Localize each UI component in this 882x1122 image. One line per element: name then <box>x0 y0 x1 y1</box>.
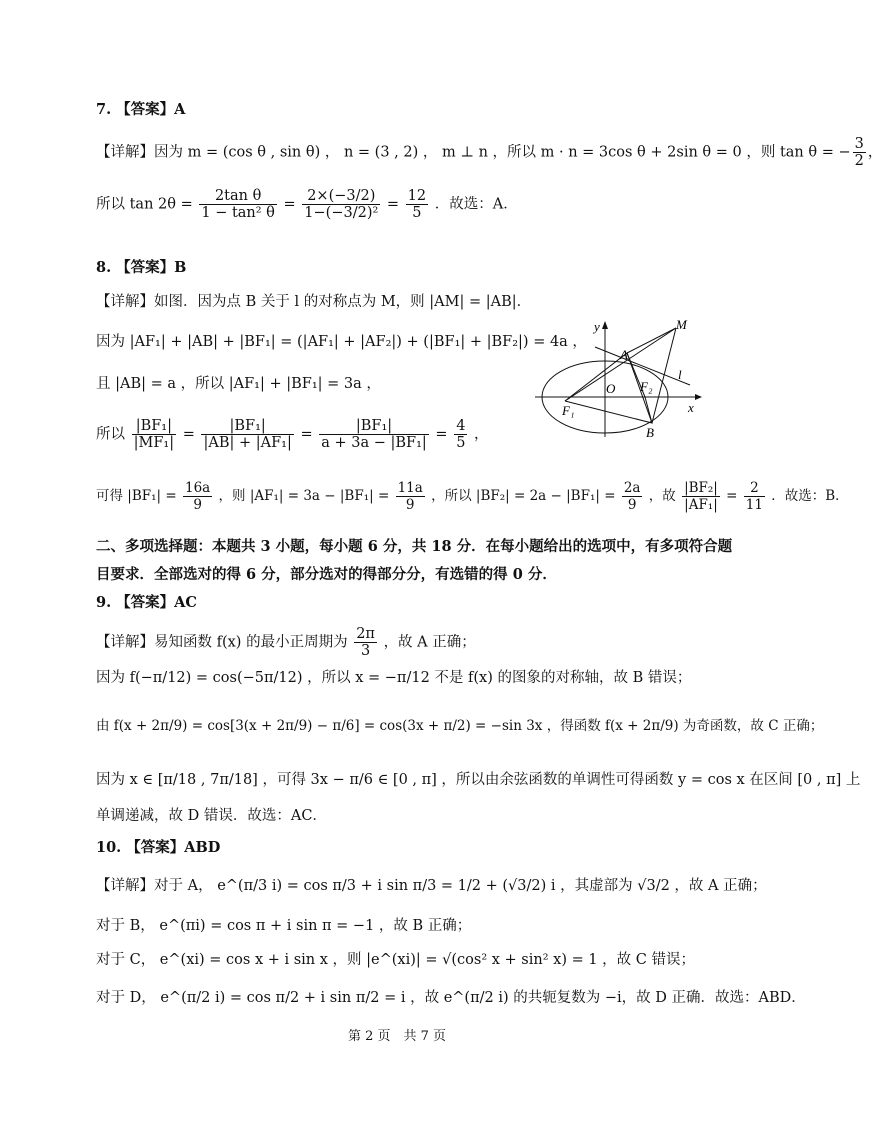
q7-line-1-text: 【详解】因为 m = (cos θ , sin θ) ， n = (3 , 2) ， m ⊥ n ，所以 m · n = 3cos θ + 2sin θ = 0 ，则 tan θ = − <box>96 144 851 161</box>
fig-label-O: O <box>606 381 616 396</box>
q8-line-3: 且 |AB| = a ，所以 |AF₁| + |BF₁| = 3a ， <box>96 376 381 392</box>
q8-line-1: 【详解】如图．因为点 B 关于 l 的对称点为 M，则 |AM| = |AB|． <box>96 294 532 310</box>
q7-frac-3: $\frac{12}{5}$ <box>407 188 427 221</box>
q8-frac-4: $\frac{4}{5}$ <box>456 418 466 451</box>
q8-l5-frac-1: $\frac{16a}{9}$ <box>185 480 211 513</box>
q8-l5-frac-2: $\frac{11a}{9}$ <box>397 480 423 513</box>
q9-frac: $\frac{2\pi}{3}$ <box>356 626 375 659</box>
q9-line-1: 【详解】易知函数 f(x) 的最小正周期为 $\frac{2\pi}{3}$ ，故 A 正确； <box>96 626 476 659</box>
section-2-line-1: 二、多项选择题：本题共 3 小题，每小题 6 分，共 18 分．在每小题给出的选项中，有多项符合题 <box>96 538 733 555</box>
q10-line-3: 对于 C， e^(xi) = cos x + i sin x ，则 |e^(xi)| = √(cos² x + sin² x) = 1 ，故 C 错误； <box>96 952 695 968</box>
q9-heading: 9. 【答案】AC <box>96 594 197 611</box>
fig-label-l: l <box>678 367 682 382</box>
q10-line-2: 对于 B， e^(πi) = cos π + i sin π = −1 ，故 B 正确； <box>96 918 472 934</box>
q8-l5-frac-3: $\frac{2a}{9}$ <box>623 480 641 513</box>
q7-line-1: 【详解】因为 m = (cos θ , sin θ) ， n = (3 , 2) ， m ⊥ n ，所以 m · n = 3cos θ + 2sin θ = 0 ，则 tan θ = − $\frac{3}{2}$ ， <box>96 136 882 169</box>
q8-line-2: 因为 |AF₁| + |AB| + |BF₁| = (|AF₁| + |AF₂|) + (|BF₁| + |BF₂|) = 4a ， <box>96 334 587 350</box>
q8-line-5: 可得 |BF₁| = $\frac{16a}{9}$ ，则 |AF₁| = 3a − |BF₁| = $\frac{11a}{9}$ ，所以 |BF₂| = 2a − |BF₁| = $\frac{2a}{9}$ ，故 $\frac{\text{|BF₂|}}{\text{|AF₁|}}$ = $\frac{2}{11}$ ．故选：B． <box>96 480 849 513</box>
q8-heading: 8. 【答案】B <box>96 259 187 276</box>
fig-label-x: x <box>688 400 694 415</box>
q9-line-4: 因为 x ∈ [π/18 , 7π/18] ，可得 3x − π/6 ∈ [0 , π] ，所以由余弦函数的单调性可得函数 y = cos x 在区间 [0 , π] 上 <box>96 772 861 788</box>
q7-heading: 7. 【答案】A <box>96 101 186 118</box>
q8-frac-3: $\frac{\text{|BF₁|}}{\text{a + 3a − |BF₁|}}$ <box>321 418 427 451</box>
fig-label-B: B <box>646 425 654 440</box>
q9-line-5: 单调递减，故 D 错误．故选：AC． <box>96 808 327 824</box>
q8-frac-1: $\frac{\text{|BF₁|}}{\text{|MF₁|}}$ <box>133 418 175 451</box>
fig-label-y: y <box>594 319 600 334</box>
fig-label-F1: F₁ <box>562 403 575 418</box>
q7-line-2: 所以 tan 2θ = $\frac{\text{2tan θ}}{\text{1 − tan² θ}}$ = $\frac{2\times(-3/2)}{\text{1−(−3/2)²}}$ = $\frac{12}{5}$ ．故选：A． <box>96 188 518 221</box>
q9-line-3: 由 f(x + 2π/9) = cos[3(x + 2π/9) − π/6] = cos(3x + π/2) = −sin 3x ，得函数 f(x + 2π/9) 为奇函数，故 C 正确； <box>96 718 824 734</box>
q7-frac: $\frac{3}{2}$ <box>854 136 864 169</box>
q7-frac-2: $\frac{2\times(-3/2)}{\text{1−(−3/2)²}}$ <box>304 188 379 221</box>
q10-heading: 10. 【答案】ABD <box>96 839 221 856</box>
q9-line-2: 因为 f(−π/12) = cos(−5π/12) ，所以 x = −π/12 不是 f(x) 的图象的对称轴，故 B 错误； <box>96 670 692 686</box>
q8-frac-2: $\frac{\text{|BF₁|}}{\text{|AB| + |AF₁|}}$ <box>203 418 292 451</box>
fig-label-F2: F₂ <box>640 379 653 394</box>
q10-line-1: 【详解】对于 A， e^(π/3 i) = cos π/3 + i sin π/3 = 1/2 + (√3/2) i ，其虚部为 √3/2 ，故 A 正确； <box>96 878 767 894</box>
page-footer: 第 2 页 共 7 页 <box>347 1029 447 1044</box>
fig-label-A: A <box>620 347 628 362</box>
ellipse-figure <box>530 315 705 440</box>
section-2-line-2: 目要求．全部选对的得 6 分，部分选对的得部分分，有选错的得 0 分． <box>96 566 557 583</box>
q8-line-4: 所以 $\frac{\text{|BF₁|}}{\text{|MF₁|}}$ = $\frac{\text{|BF₁|}}{\text{|AB| + |AF₁|}}$ = $\frac{\text{|BF₁|}}{\text{a + 3a − |BF₁|}}$ = $\frac{4}{5}$ ， <box>96 418 489 451</box>
q7-frac-1: $\frac{\text{2tan θ}}{\text{1 − tan² θ}}$ <box>201 188 275 221</box>
q10-line-4: 对于 D， e^(π/2 i) = cos π/2 + i sin π/2 = i ，故 e^(π/2 i) 的共轭复数为 −i，故 D 正确．故选：ABD． <box>96 990 806 1006</box>
q8-l5-frac-5: $\frac{2}{11}$ <box>745 480 763 513</box>
q8-l5-frac-4: $\frac{\text{|BF₂|}}{\text{|AF₁|}}$ <box>684 480 718 513</box>
fig-label-M: M <box>676 317 687 332</box>
